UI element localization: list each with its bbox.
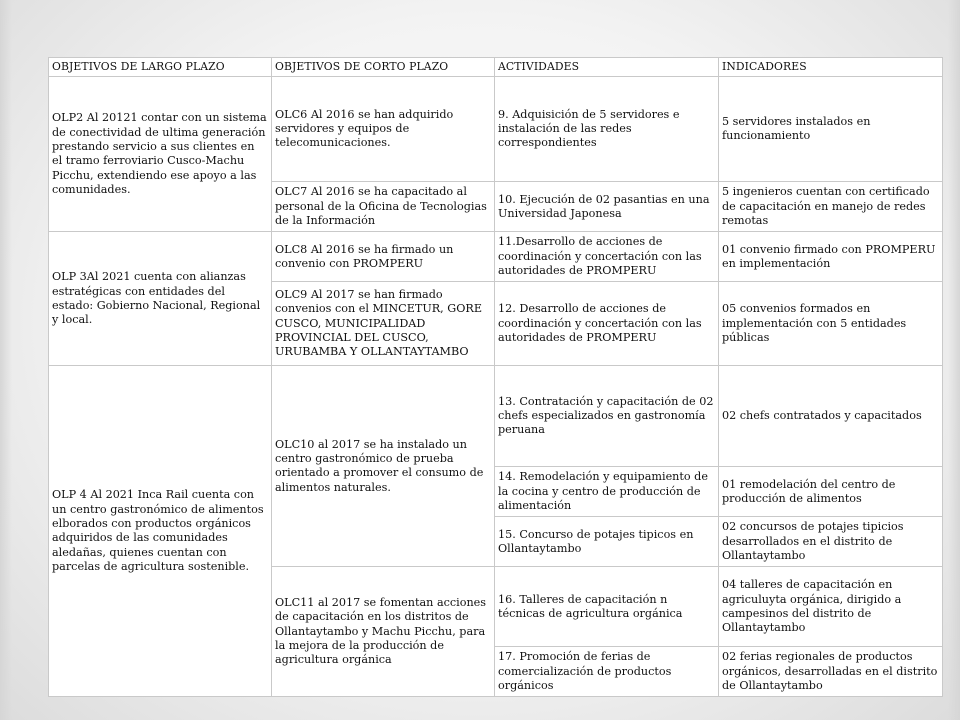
indicator-15: 02 concursos de potajes tipicios desarrollados en el distrito de Ollantaytambo [719,517,943,567]
objectives-table [48,57,943,697]
indicator-17: 02 ferias regionales de productos orgánicos, desarrolladas en el distrito de Ollantaytambo [719,647,943,697]
table-row [49,77,943,182]
indicator-13: 02 chefs contratados y capacitados [719,366,943,467]
indicator-9: 5 servidores instalados en funcionamiento [719,77,943,182]
header-row [49,58,943,77]
indicator-16: 04 talleres de capacitación en agriculuyta orgánica, dirigido a campesinos del distrito de Ollantaytambo [719,567,943,647]
activity-11: 11.Desarrollo de acciones de coordinación y concertación con las autoridades de PROMPERU [495,232,719,282]
short-term-objective-olc10: OLC10 al 2017 se ha instalado un centro gastronómico de prueba orientado a promover el consumo de alimentos naturales. [272,366,495,567]
table-row [49,232,943,282]
slide-right-shadow [948,0,960,720]
table-row [49,366,943,467]
short-term-objective-olc8: OLC8 Al 2016 se ha firmado un convenio con PROMPERU [272,232,495,282]
header-activities: ACTIVIDADES [495,58,719,77]
short-term-objective-olc7: OLC7 Al 2016 se ha capacitado al personal de la Oficina de Tecnologias de la Información [272,182,495,232]
long-term-objective-olp4: OLP 4 Al 2021 Inca Rail cuenta con un centro gastronómico de alimentos elborados con productos orgánicos adquiridos de las comunidades aledañas, quienes cuentan con parcelas de agricultura sostenible. [49,366,272,697]
header-long-term: OBJETIVOS DE LARGO PLAZO [49,58,272,77]
activity-12: 12. Desarrollo de acciones de coordinación y concertación con las autoridades de PROMPERU [495,282,719,366]
long-term-objective-olp2: OLP2 Al 20121 contar con un sistema de conectividad de ultima generación prestando servicio a sus clientes en el tramo ferroviario Cusco-Machu Picchu, extendiendo ese apoyo a las comunidades. [49,77,272,232]
activity-13: 13. Contratación y capacitación de 02 chefs especializados en gastronomía peruana [495,366,719,467]
header-indicators: INDICADORES [719,58,943,77]
slide-left-shadow [0,0,12,720]
activity-17: 17. Promoción de ferias de comercialización de productos orgánicos [495,647,719,697]
short-term-objective-olc6: OLC6 Al 2016 se han adquirido servidores y equipos de telecomunicaciones. [272,77,495,182]
indicator-10: 5 ingenieros cuentan con certificado de capacitación en manejo de redes remotas [719,182,943,232]
activity-9: 9. Adquisición de 5 servidores e instalación de las redes correspondientes [495,77,719,182]
indicator-12: 05 convenios formados en implementación con 5 entidades públicas [719,282,943,366]
short-term-objective-olc11: OLC11 al 2017 se fomentan acciones de capacitación en los distritos de Ollantaytambo y Machu Picchu, para la mejora de la producción de agricultura orgánica [272,567,495,697]
activity-10: 10. Ejecución de 02 pasantias en una Universidad Japonesa [495,182,719,232]
long-term-objective-olp3: OLP 3Al 2021 cuenta con alianzas estratégicas con entidades del estado: Gobierno Nacional, Regional y local. [49,232,272,366]
header-short-term: OBJETIVOS DE CORTO PLAZO [272,58,495,77]
indicator-11: 01 convenio firmado con PROMPERU en implementación [719,232,943,282]
short-term-objective-olc9: OLC9 Al 2017 se han firmado convenios con el MINCETUR, GORE CUSCO, MUNICIPALIDAD PROVINCIAL DEL CUSCO, URUBAMBA Y OLLANTAYTAMBO [272,282,495,366]
activity-14: 14. Remodelación y equipamiento de la cocina y centro de producción de alimentación [495,467,719,517]
activity-15: 15. Concurso de potajes tipicos en Ollantaytambo [495,517,719,567]
activity-16: 16. Talleres de capacitación n técnicas de agricultura orgánica [495,567,719,647]
indicator-14: 01 remodelación del centro de producción de alimentos [719,467,943,517]
